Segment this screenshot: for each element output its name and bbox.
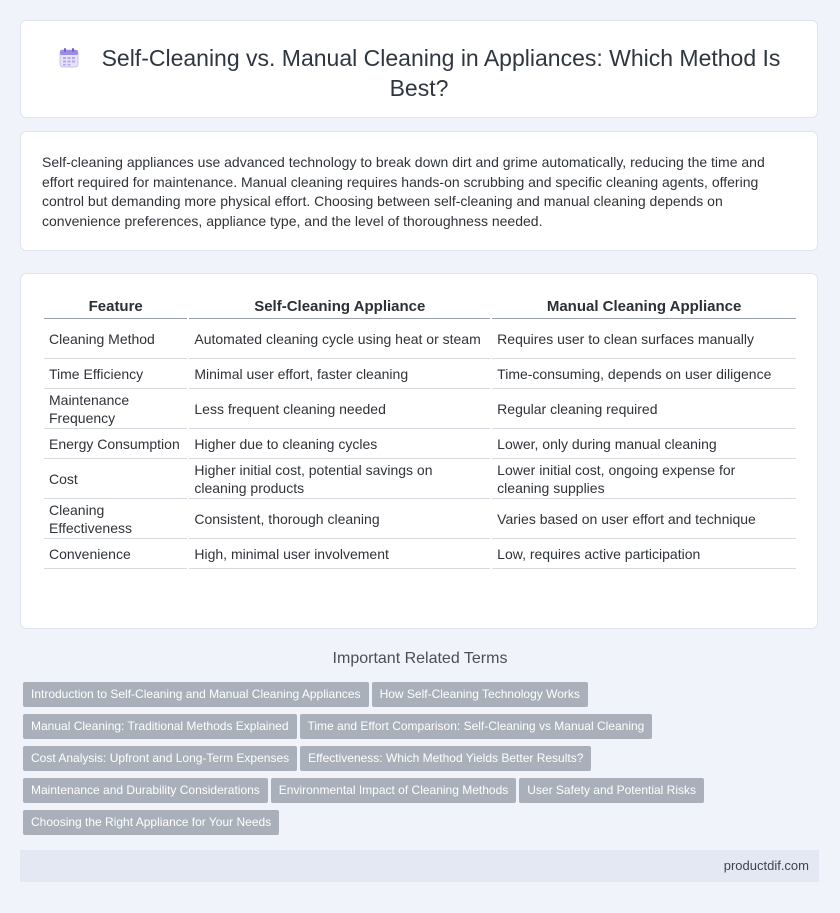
related-terms-list: [23, 682, 723, 842]
column-header-self-cleaning: Self-Cleaning Appliance: [189, 296, 490, 319]
table-cell: Minimal user effort, faster cleaning: [189, 359, 490, 389]
table-cell: High, minimal user involvement: [189, 539, 490, 569]
title-card: [20, 20, 818, 118]
column-header-feature: Feature: [44, 296, 187, 319]
related-term-tag[interactable]: Maintenance and Durability Considerations: [23, 778, 268, 803]
footer-bar: [20, 850, 819, 882]
related-term-tag[interactable]: Introduction to Self-Cleaning and Manual Cleaning Appliances: [23, 682, 369, 707]
column-header-manual-cleaning: Manual Cleaning Appliance: [492, 296, 796, 319]
table-cell: Time-consuming, depends on user diligence: [492, 359, 796, 389]
related-term-tag[interactable]: User Safety and Potential Risks: [519, 778, 704, 803]
related-terms-heading: Important Related Terms: [332, 650, 508, 667]
table-row: [44, 359, 796, 389]
related-term-tag[interactable]: Effectiveness: Which Method Yields Better Results?: [300, 746, 591, 771]
page-title: Self-Cleaning vs. Manual Cleaning in Appliances: Which Method Is Best?: [101, 45, 781, 101]
footer-site-link[interactable]: productdif.com: [723, 858, 809, 873]
table-cell: Regular cleaning required: [492, 389, 796, 429]
table-cell: Automated cleaning cycle using heat or steam: [189, 319, 490, 359]
comparison-table: [42, 296, 798, 569]
table-cell: Higher due to cleaning cycles: [189, 429, 490, 459]
page-title-row: [21, 43, 817, 103]
table-cell: Lower initial cost, ongoing expense for cleaning supplies: [492, 459, 796, 499]
table-cell: Varies based on user effort and technique: [492, 499, 796, 539]
table-cell: Cleaning Effectiveness: [44, 499, 187, 539]
table-row: [44, 539, 796, 569]
related-term-tag[interactable]: Environmental Impact of Cleaning Methods: [271, 778, 516, 803]
table-cell: Convenience: [44, 539, 187, 569]
related-term-tag[interactable]: Manual Cleaning: Traditional Methods Explained: [23, 714, 297, 739]
table-cell: Less frequent cleaning needed: [189, 389, 490, 429]
table-cell: Higher initial cost, potential savings on cleaning products: [189, 459, 490, 499]
related-term-tag[interactable]: Choosing the Right Appliance for Your Needs: [23, 810, 279, 835]
table-cell: Energy Consumption: [44, 429, 187, 459]
related-term-tag[interactable]: Time and Effort Comparison: Self-Cleaning vs Manual Cleaning: [300, 714, 653, 739]
table-cell: Requires user to clean surfaces manually: [492, 319, 796, 359]
table-cell: Cost: [44, 459, 187, 499]
table-cell: Cleaning Method: [44, 319, 187, 359]
intro-paragraph: Self-cleaning appliances use advanced technology to break down dirt and grime automatically, reducing the time and effort required for maintenance. Manual cleaning requires hands-on scrubbing and specific cleaning agents, offering control but demanding more physical effort. Choosing between self-cleaning and manual cleaning depends on convenience preferences, appliance type, and the level of thoroughness needed.: [42, 154, 765, 229]
table-row: [44, 389, 796, 429]
calendar-icon: [58, 47, 80, 69]
table-header-row: [44, 296, 796, 319]
related-term-tag[interactable]: How Self-Cleaning Technology Works: [372, 682, 588, 707]
related-term-tag[interactable]: Cost Analysis: Upfront and Long-Term Expenses: [23, 746, 297, 771]
table-row: [44, 319, 796, 359]
table-row: [44, 459, 796, 499]
table-cell: Consistent, thorough cleaning: [189, 499, 490, 539]
table-row: [44, 499, 796, 539]
table-row: [44, 429, 796, 459]
comparison-card: [20, 273, 818, 629]
table-cell: Time Efficiency: [44, 359, 187, 389]
table-cell: Low, requires active participation: [492, 539, 796, 569]
table-cell: Lower, only during manual cleaning: [492, 429, 796, 459]
intro-card: [20, 131, 818, 251]
table-cell: Maintenance Frequency: [44, 389, 187, 429]
